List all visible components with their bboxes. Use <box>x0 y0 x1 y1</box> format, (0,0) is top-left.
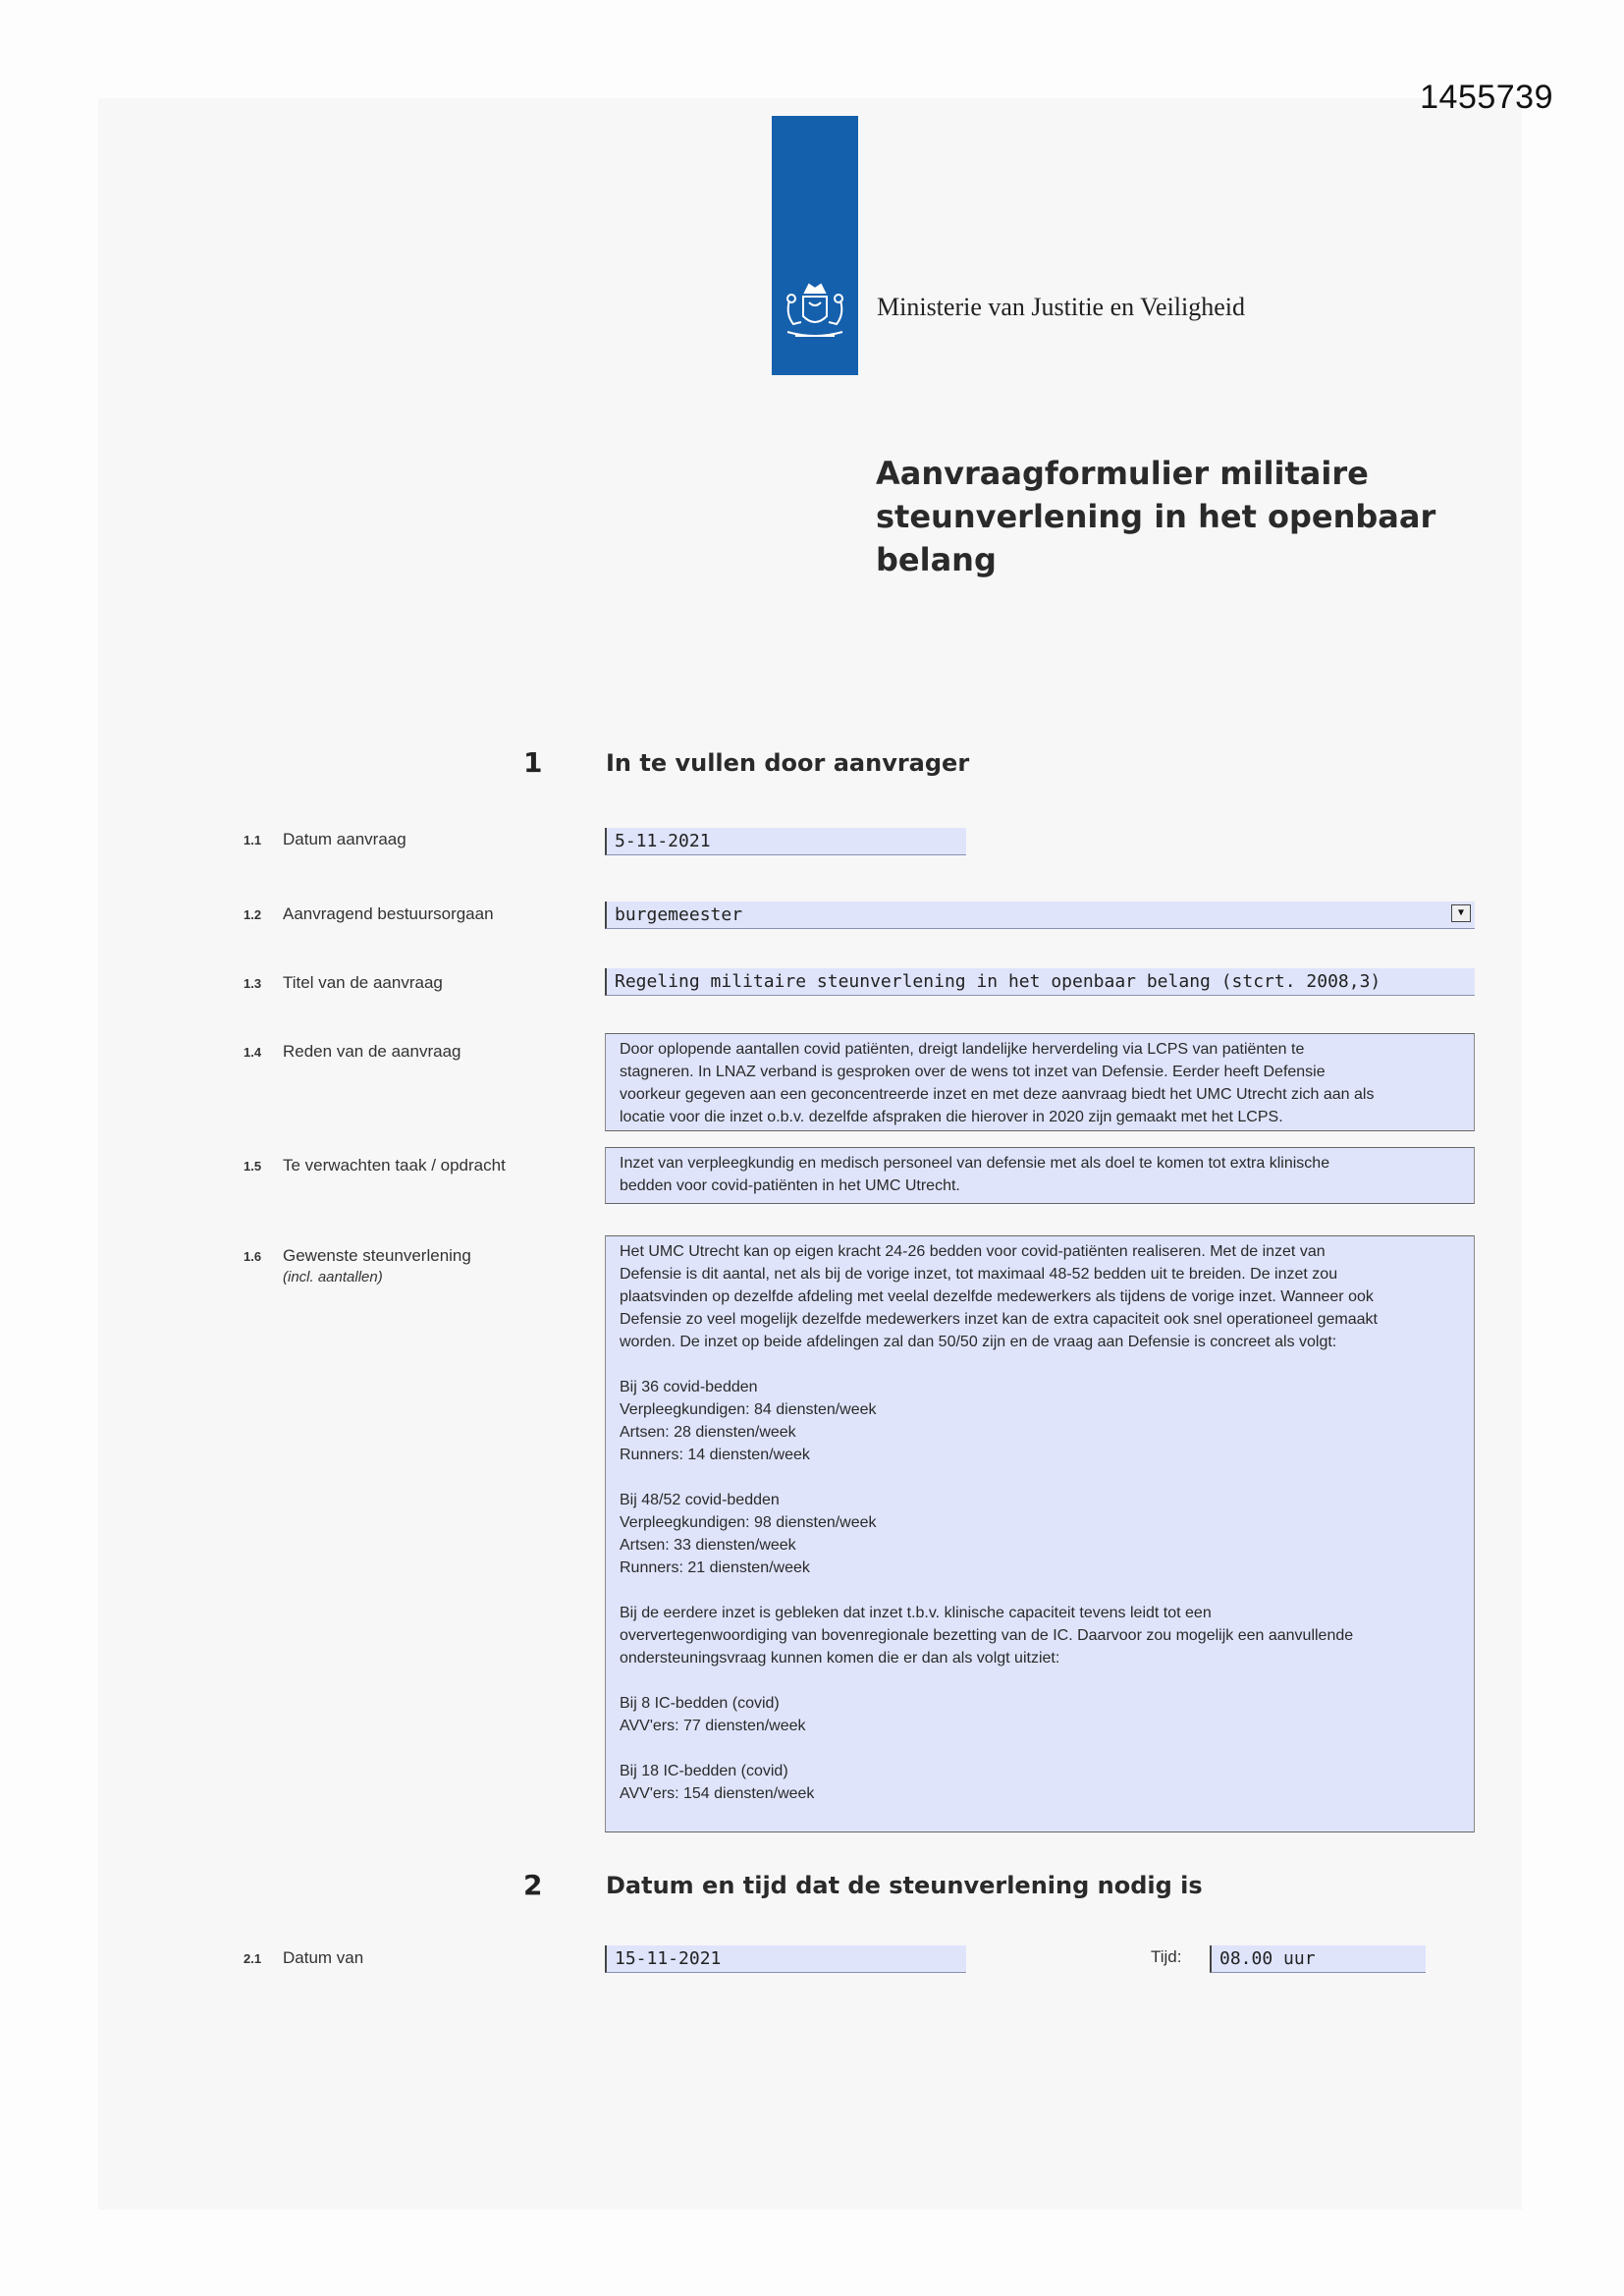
time-label: Tijd: <box>1151 1947 1182 1966</box>
text-line: stagneren. In LNAZ verband is gesproken over de wens tot inzet van Defensie. Eerder heeft Defensie <box>620 1064 1326 1080</box>
desired-support-textarea[interactable] <box>605 1235 1475 1832</box>
question-number: 2.1 <box>244 1951 262 1966</box>
section-title: In te vullen door aanvrager <box>606 749 970 777</box>
document-id: 1455739 <box>1420 79 1553 116</box>
form-title-line: Aanvraagformulier militaire <box>876 455 1369 492</box>
question-number: 1.3 <box>244 976 262 991</box>
question-label: Datum van <box>283 1948 364 1967</box>
question-label <box>283 1245 471 1288</box>
text-line: Bij 18 IC-bedden (covid) <box>620 1763 788 1779</box>
question-label: Reden van de aanvraag <box>283 1042 461 1061</box>
form-title-line: belang <box>876 541 997 578</box>
text-line: Bij 36 covid-bedden <box>620 1379 758 1395</box>
question-label: Titel van de aanvraag <box>283 973 443 992</box>
text-line: Runners: 21 diensten/week <box>620 1559 810 1576</box>
time-field[interactable]: 08.00 uur <box>1210 1945 1426 1973</box>
question-sublabel: (incl. aantallen) <box>283 1269 383 1285</box>
text-line: Runners: 14 diensten/week <box>620 1447 810 1463</box>
question-number: 1.5 <box>244 1159 262 1174</box>
text-line: ondersteuningsvraag kunnen komen die er dan als volgt uitziet: <box>620 1650 1060 1667</box>
question-label: Aanvragend bestuursorgaan <box>283 904 494 923</box>
text-line: Bij 8 IC-bedden (covid) <box>620 1695 780 1712</box>
requesting-authority-select[interactable] <box>605 902 1475 929</box>
text-line: Bij 48/52 covid-bedden <box>620 1492 780 1508</box>
form-title <box>876 452 1465 581</box>
text-line: Verpleegkundigen: 98 diensten/week <box>620 1514 877 1531</box>
text-line: bedden voor covid-patiënten in het UMC Utrecht. <box>620 1177 960 1194</box>
request-reason-textarea[interactable] <box>605 1033 1475 1131</box>
date-request-field[interactable]: 5-11-2021 <box>605 828 966 855</box>
chevron-down-icon[interactable]: ▼ <box>1451 904 1471 922</box>
text-line: Bij de eerdere inzet is gebleken dat inzet t.b.v. klinische capaciteit tevens leidt tot een <box>620 1605 1212 1621</box>
text-line: Verpleegkundigen: 84 diensten/week <box>620 1401 877 1418</box>
question-number: 1.6 <box>244 1249 262 1264</box>
text-line: Defensie zo veel mogelijk dezelfde medewerkers inzet kan de extra capaciteit ook snel operationeel gemaakt <box>620 1311 1378 1328</box>
text-line: Het UMC Utrecht kan op eigen kracht 24-26 bedden voor covid-patiënten realiseren. Met de inzet van <box>620 1243 1326 1260</box>
question-label: Datum aanvraag <box>283 830 406 848</box>
text-line: worden. De inzet op beide afdelingen zal dan 50/50 zijn en de vraag aan Defensie is concreet als volgt: <box>620 1334 1337 1350</box>
date-from-field[interactable]: 15-11-2021 <box>605 1945 966 1973</box>
question-number: 1.2 <box>244 907 262 922</box>
question-label-text: Gewenste steunverlening <box>283 1246 471 1265</box>
request-title-field[interactable]: Regeling militaire steunverlening in het openbaar belang (stcrt. 2008,3) <box>605 968 1475 996</box>
text-line: oververtegenwoordiging van bovenregionale bezetting van de IC. Daarvoor zou mogelijk een aanvullende <box>620 1627 1354 1644</box>
text-line: AVV'ers: 154 diensten/week <box>620 1785 815 1802</box>
coat-of-arms-icon <box>776 271 854 350</box>
text-line: Inzet van verpleegkundig en medisch personeel van defensie met als doel te komen tot extra klinische <box>620 1155 1330 1172</box>
text-line: locatie voor die inzet o.b.v. dezelfde afspraken die hierover in 2020 zijn gemaakt met het LCPS. <box>620 1109 1283 1125</box>
text-line: voorkeur gegeven aan een geconcentreerde inzet en met deze aanvraag biedt het UMC Utrecht zich aan als <box>620 1086 1375 1103</box>
form-title-line: steunverlening in het openbaar <box>876 498 1436 535</box>
question-number: 1.1 <box>244 833 262 847</box>
section-number: 1 <box>523 746 543 779</box>
text-line: AVV'ers: 77 diensten/week <box>620 1718 806 1734</box>
question-label: Te verwachten taak / opdracht <box>283 1156 506 1175</box>
text-line: Defensie is dit aantal, net als bij de vorige inzet, tot maximaal 48-52 bedden uit te breiden. De inzet zou <box>620 1266 1338 1283</box>
text-line: Artsen: 33 diensten/week <box>620 1537 796 1554</box>
text-line: plaatsvinden op dezelfde afdeling met veelal dezelfde medewerkers als tijdens de vorige inzet. Wanneer ook <box>620 1288 1374 1305</box>
ministry-name: Ministerie van Justitie en Veiligheid <box>877 293 1246 321</box>
section-title: Datum en tijd dat de steunverlening nodig is <box>606 1872 1203 1899</box>
question-number: 1.4 <box>244 1045 262 1060</box>
ministry-logo-bar <box>772 116 858 375</box>
text-line: Door oplopende aantallen covid patiënten, dreigt landelijke herverdeling via LCPS van patiënten te <box>620 1041 1305 1058</box>
select-value: burgemeester <box>615 904 743 925</box>
expected-task-textarea[interactable] <box>605 1147 1475 1204</box>
section-number: 2 <box>523 1869 543 1901</box>
text-line: Artsen: 28 diensten/week <box>620 1424 796 1441</box>
